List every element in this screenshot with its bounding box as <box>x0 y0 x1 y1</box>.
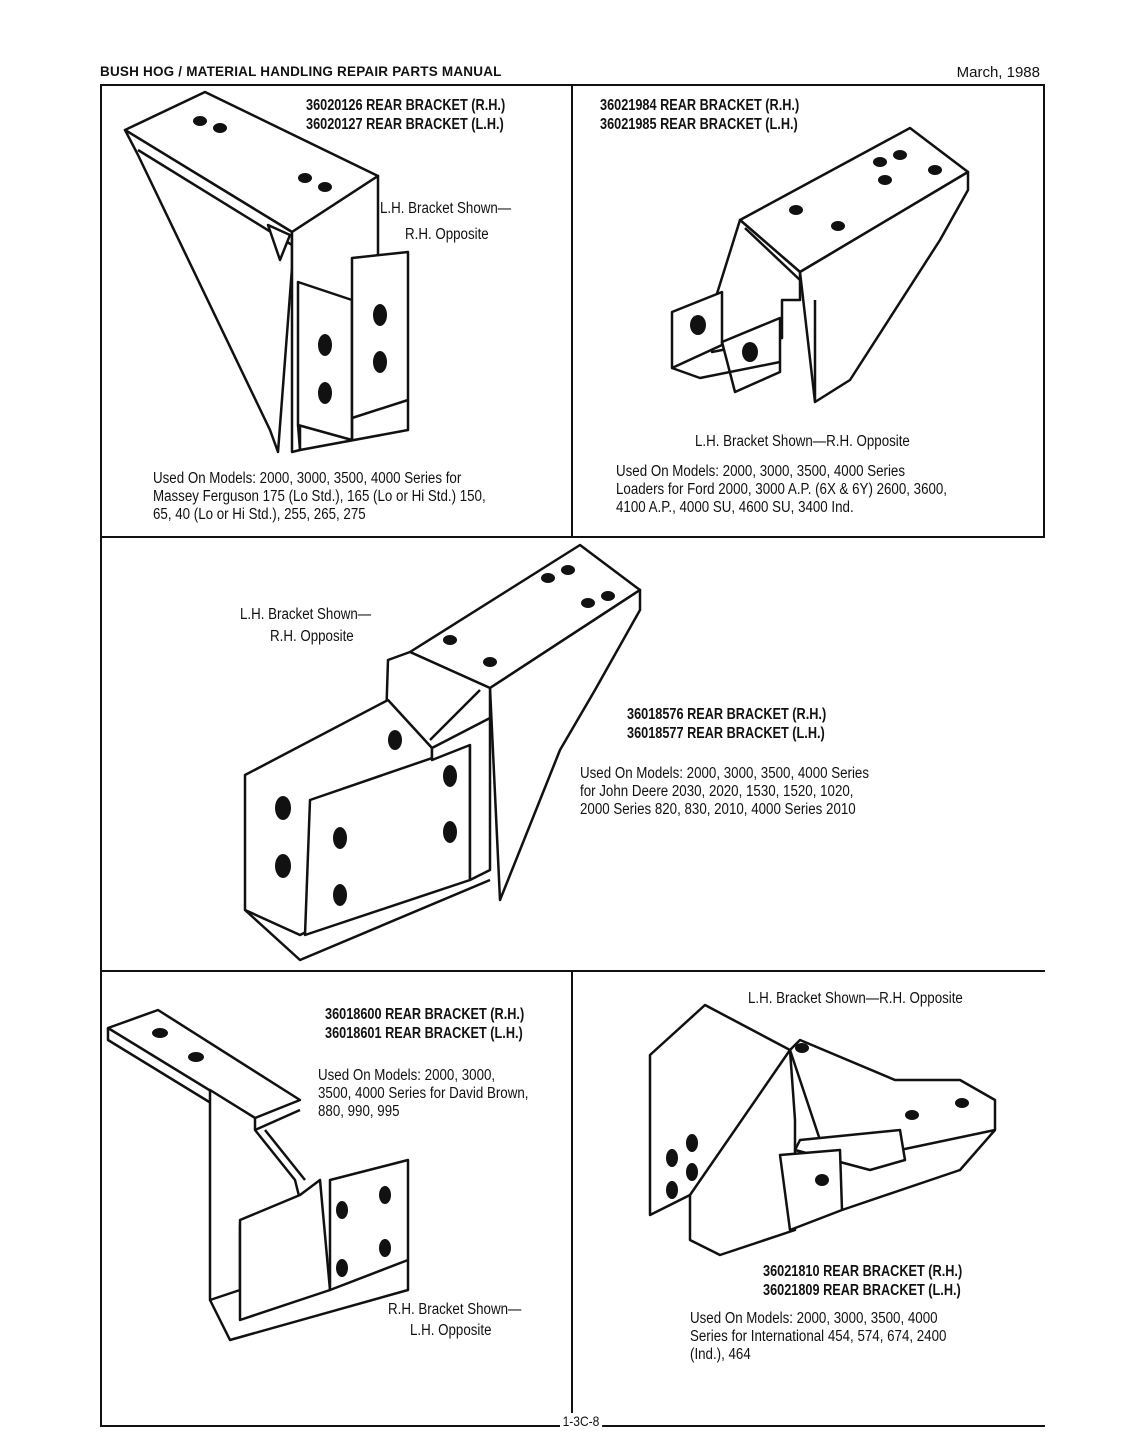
bracket-note: L.H. Bracket Shown—R.H. Opposite <box>748 990 963 1007</box>
bracket-note-line2: R.H. Opposite <box>270 628 354 645</box>
part-title-36018600: 36018600 REAR BRACKET (R.H.) <box>325 1006 525 1023</box>
bracket-note-line1: R.H. Bracket Shown— <box>388 1301 522 1318</box>
bracket-note-line1: L.H. Bracket Shown— <box>240 606 372 623</box>
used-on-models-line2: 3500, 4000 Series for David Brown, <box>318 1085 529 1102</box>
used-on-models-line2: Series for International 454, 574, 674, 2400 <box>690 1328 947 1345</box>
bracket-note: L.H. Bracket Shown—R.H. Opposite <box>695 433 910 450</box>
manual-title: BUSH HOG / MATERIAL HANDLING REPAIR PARTS MANUAL <box>100 64 502 79</box>
page-number: 1-3C-8 <box>560 1413 602 1429</box>
used-on-models-line2: Massey Ferguson 175 (Lo Std.), 165 (Lo or Hi Std.) 150, <box>153 488 486 505</box>
part-title-36021985: 36021985 REAR BRACKET (L.H.) <box>600 116 798 133</box>
bracket-drawing-36018600 <box>108 1010 408 1340</box>
bracket-note-line2: L.H. Opposite <box>410 1322 492 1339</box>
used-on-models-line1: Used On Models: 2000, 3000, 3500, 4000 <box>690 1310 938 1327</box>
part-title-36018577: 36018577 REAR BRACKET (L.H.) <box>627 725 825 742</box>
bracket-drawing-36020126 <box>125 92 408 452</box>
bracket-drawing-36021984 <box>672 128 968 402</box>
used-on-models-line2: Loaders for Ford 2000, 3000 A.P. (6X & 6Y) 2600, 3600, <box>616 481 948 498</box>
bracket-note-line1: L.H. Bracket Shown— <box>380 200 512 217</box>
used-on-models-line3: 4100 A.P., 4000 SU, 4600 SU, 3400 Ind. <box>616 499 854 516</box>
part-title-36018576: 36018576 REAR BRACKET (R.H.) <box>627 706 827 723</box>
part-title-36018601: 36018601 REAR BRACKET (L.H.) <box>325 1025 523 1042</box>
part-title-36021984: 36021984 REAR BRACKET (R.H.) <box>600 97 800 114</box>
used-on-models-line2: for John Deere 2030, 2020, 1530, 1520, 1020, <box>580 783 854 800</box>
part-title-36021810: 36021810 REAR BRACKET (R.H.) <box>763 1263 963 1280</box>
used-on-models-line3: 880, 990, 995 <box>318 1103 400 1120</box>
part-title-36020126: 36020126 REAR BRACKET (R.H.) <box>306 97 506 114</box>
bracket-note-line2: R.H. Opposite <box>405 226 489 243</box>
used-on-models-line1: Used On Models: 2000, 3000, 3500, 4000 Series <box>616 463 906 480</box>
bracket-drawing-36021810 <box>650 1005 995 1255</box>
used-on-models-line3: 65, 40 (Lo or Hi Std.), 255, 265, 275 <box>153 506 366 523</box>
part-title-36020127: 36020127 REAR BRACKET (L.H.) <box>306 116 504 133</box>
used-on-models-line1: Used On Models: 2000, 3000, <box>318 1067 496 1084</box>
used-on-models-line3: (Ind.), 464 <box>690 1346 751 1363</box>
used-on-models-line1: Used On Models: 2000, 3000, 3500, 4000 Series for <box>153 470 462 487</box>
part-title-36021809: 36021809 REAR BRACKET (L.H.) <box>763 1282 961 1299</box>
manual-date: March, 1988 <box>956 64 1040 81</box>
used-on-models-line3: 2000 Series 820, 830, 2010, 4000 Series 2010 <box>580 801 856 818</box>
used-on-models-line1: Used On Models: 2000, 3000, 3500, 4000 Series <box>580 765 870 782</box>
